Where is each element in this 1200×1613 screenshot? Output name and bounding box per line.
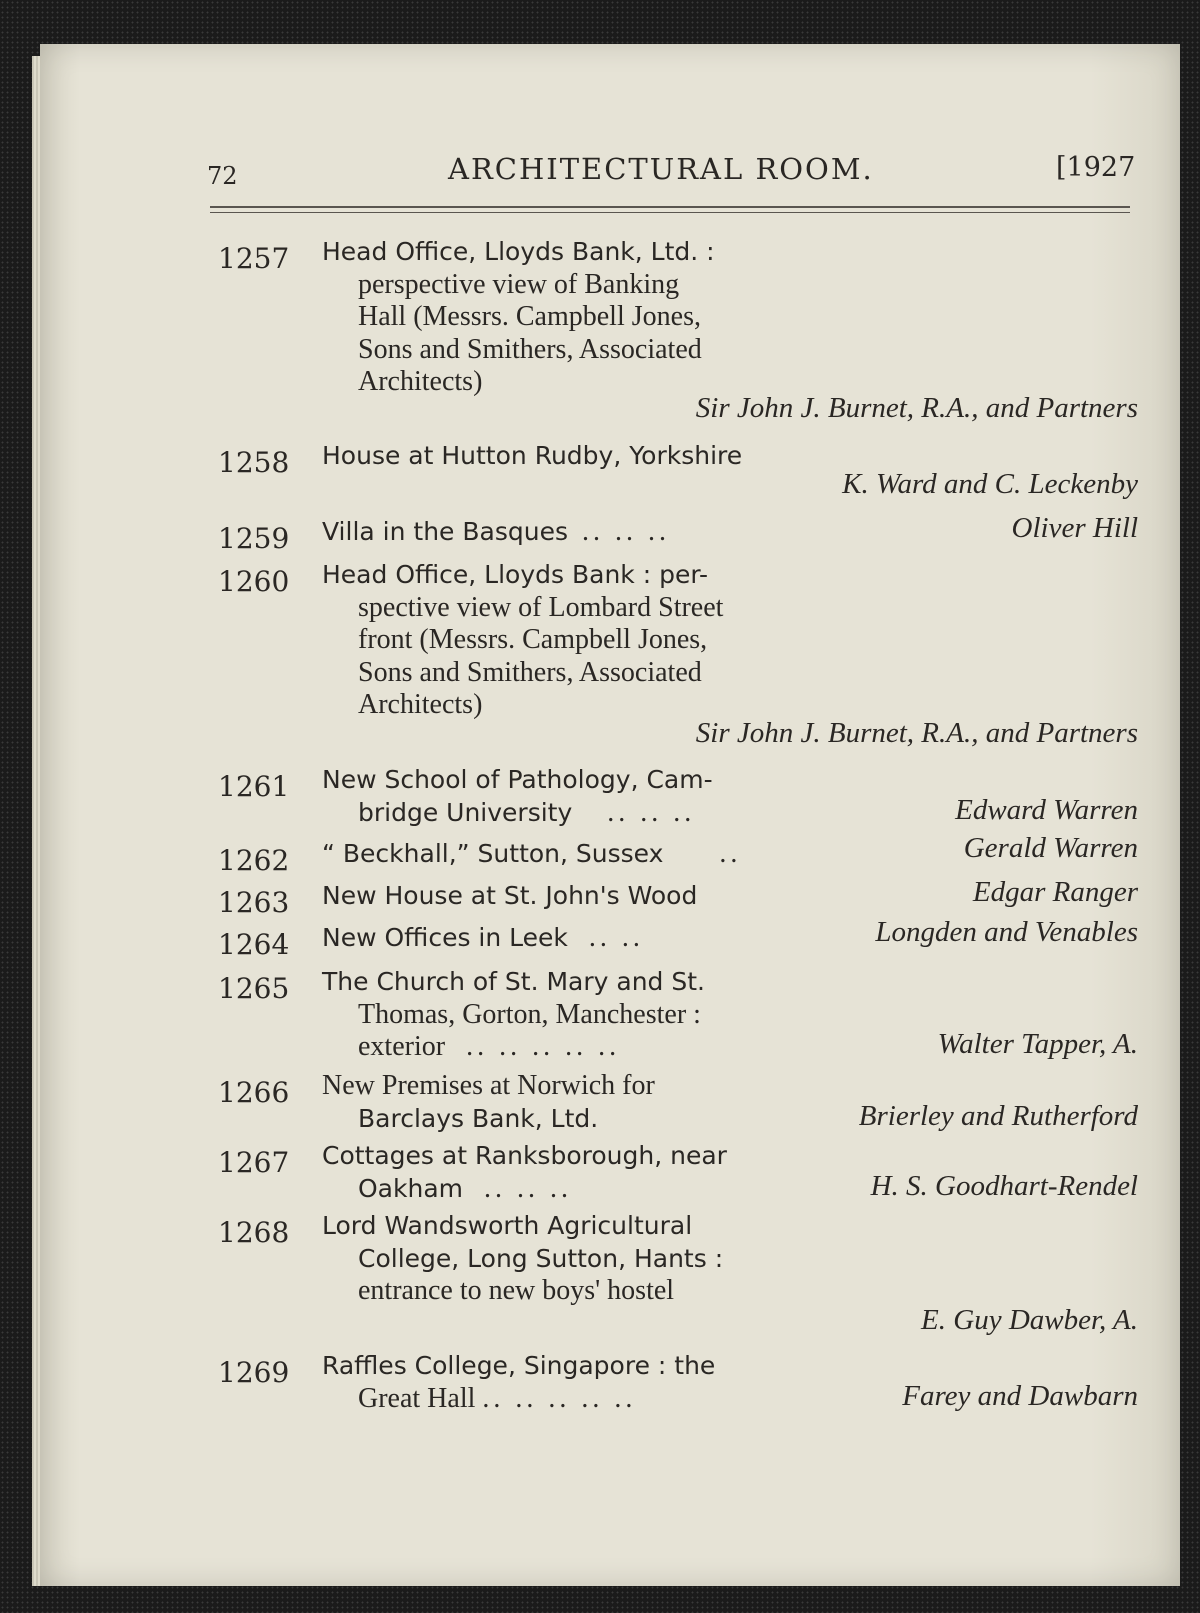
- year-mark: [1927: [1056, 152, 1136, 183]
- leader-dots: .. .. ..: [484, 1172, 572, 1204]
- title-line: bridge University: [358, 797, 573, 827]
- title-line: Cottages at Ranksborough, near: [322, 1141, 727, 1170]
- entry-title: [322, 880, 862, 913]
- title-line: New Offices in Leek: [322, 923, 568, 952]
- entry-author: Sir John J. Burnet, R.A., and Partners: [695, 717, 1138, 749]
- title-line: Architects): [358, 689, 483, 720]
- title-line: Sons and Smithers, Associated: [358, 656, 702, 688]
- title-line: Thomas, Gorton, Manchester :: [358, 998, 701, 1030]
- entry-title: [322, 966, 862, 1064]
- entry-number: 1264: [218, 928, 290, 961]
- section-title: ARCHITECTURAL ROOM.: [448, 152, 874, 186]
- title-line: Architects): [358, 366, 483, 397]
- entry-author: Farey and Dawbarn: [902, 1380, 1138, 1412]
- entry-title: [322, 440, 862, 473]
- entry-number: 1262: [218, 844, 290, 877]
- title-line: Head Office, Lloyds Bank : per-: [322, 560, 709, 589]
- title-line: perspective view of Banking: [358, 268, 680, 300]
- title-line: “ Beckhall,” Sutton, Sussex: [322, 839, 664, 868]
- title-line: New Premises at Norwich for: [322, 1070, 655, 1101]
- title-line: Hall (Messrs. Campbell Jones,: [358, 301, 701, 332]
- entry-title: [322, 1070, 862, 1135]
- entry-author: Walter Tapper, A.: [937, 1028, 1138, 1060]
- title-line: New School of Pathology, Cam-: [322, 765, 713, 794]
- entry-title: [322, 922, 862, 955]
- entry-title: [322, 516, 862, 549]
- title-line: College, Long Sutton, Hants :: [358, 1243, 724, 1273]
- entry-author: H. S. Goodhart-Rendel: [870, 1170, 1138, 1202]
- entry-number: 1266: [218, 1076, 290, 1109]
- entry-number: 1261: [218, 770, 290, 803]
- leader-dots: .. .. .. .. ..: [466, 1031, 621, 1062]
- entry-number: 1259: [218, 522, 290, 555]
- title-line: New House at St. John's Wood: [322, 881, 698, 910]
- entry-author: Sir John J. Burnet, R.A., and Partners: [695, 392, 1138, 424]
- entry-title: [322, 764, 862, 829]
- entry-title: [322, 1210, 862, 1308]
- entry-number: 1260: [218, 565, 290, 598]
- entry-title: [322, 838, 862, 871]
- title-line: exterior: [358, 1031, 446, 1062]
- running-header: [0, 148, 1200, 188]
- entry-number: 1268: [218, 1216, 290, 1249]
- leader-dots: .. .. .. .. ..: [482, 1382, 637, 1414]
- leader-dots: ..: [719, 838, 742, 869]
- entry-number: 1265: [218, 972, 290, 1005]
- title-line: Lord Wandsworth Agricultural: [322, 1211, 693, 1240]
- title-line: front (Messrs. Campbell Jones,: [358, 624, 708, 655]
- entry-author: Brierley and Rutherford: [858, 1100, 1138, 1132]
- page-number: 72: [207, 162, 238, 190]
- title-line: Villa in the Basques: [322, 517, 568, 546]
- title-line: Oakham: [358, 1173, 463, 1203]
- leader-dots: .. .. ..: [581, 516, 670, 547]
- title-line: Raffles College, Singapore : the: [322, 1351, 716, 1380]
- entry-author: Longden and Venables: [875, 916, 1138, 948]
- entry-author: Gerald Warren: [963, 832, 1138, 864]
- entry-title: [322, 236, 862, 399]
- entry-author: Edward Warren: [955, 794, 1138, 826]
- entry-author: Edgar Ranger: [972, 876, 1138, 908]
- entry-author: Oliver Hill: [1011, 512, 1138, 544]
- title-line: House at Hutton Rudby, Yorkshire: [322, 441, 743, 470]
- header-rule: [210, 206, 1130, 208]
- entry-number: 1258: [218, 446, 290, 479]
- title-line: Barclays Bank, Ltd.: [358, 1103, 599, 1133]
- entry-title: [322, 1350, 862, 1415]
- title-line: spective view of Lombard Street: [358, 591, 724, 623]
- title-line: Great Hall: [358, 1382, 476, 1414]
- entry-author: E. Guy Dawber, A.: [921, 1304, 1138, 1336]
- entry-title: [322, 1140, 862, 1205]
- title-line: The Church of St. Mary and St.: [322, 967, 705, 996]
- entry-author: K. Ward and C. Leckenby: [842, 468, 1138, 500]
- title-line: Sons and Smithers, Associated: [358, 333, 702, 365]
- title-line: entrance to new boys' hostel: [358, 1275, 675, 1306]
- title-line: Head Office, Lloyds Bank, Ltd. :: [322, 237, 715, 266]
- leader-dots: .. ..: [588, 922, 644, 953]
- entry-number: 1257: [218, 242, 290, 275]
- entry-number: 1269: [218, 1356, 290, 1389]
- header-rule: [210, 212, 1130, 213]
- leader-dots: .. .. ..: [607, 796, 696, 828]
- entry-number: 1263: [218, 886, 290, 919]
- entry-number: 1267: [218, 1146, 290, 1179]
- entry-title: [322, 559, 862, 722]
